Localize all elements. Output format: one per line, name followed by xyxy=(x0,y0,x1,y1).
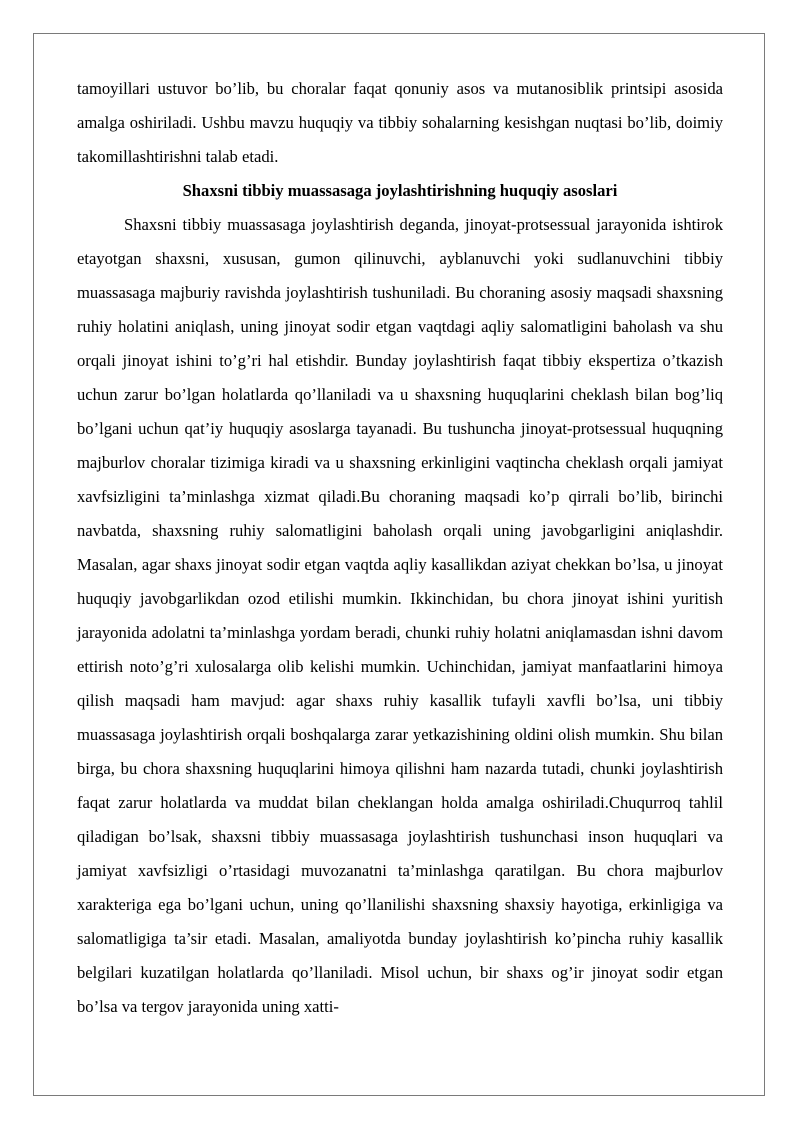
section-heading: Shaxsni tibbiy muassasaga joylashtirishning huquqiy asoslari xyxy=(182,181,618,200)
continuation-paragraph: tamoyillari ustuvor bo’lib, bu choralar faqat qonuniy asos va mutanosiblik printsipi asosida amalga oshiriladi. Ushbu mavzu huquqiy va tibbiy sohalarning kesishgan nuqtasi bo’lib, doimiy takomillashtirishni talab etadi. xyxy=(77,79,723,166)
document-body xyxy=(77,72,723,1024)
body-paragraph: Shaxsni tibbiy muassasaga joylashtirish deganda, jinoyat-protsessual jarayonida ishtirok etayotgan shaxsni, xususan, gumon qilinuvchi, ayblanuvchi yoki sudlanuvchini tibbiy muassasaga majburiy ravishda joylashtirish tushuniladi. Bu choraning asosiy maqsadi shaxsning ruhiy holatini aniqlash, uning jinoyat sodir etgan vaqtdagi aqliy salomatligini baholash va shu orqali jinoyat ishini to’g’ri hal etishdir. Bunday joylashtirish faqat tibbiy ekspertiza o’tkazish uchun zarur bo’lgan holatlarda qo’llaniladi va u shaxsning huquqlarini cheklash bilan bog’liq bo’lgani uchun qat’iy huquqiy asoslarga tayanadi. Bu tushuncha jinoyat-protsessual huquqning majburlov choralar tizimiga kiradi va u shaxsning erkinligini vaqtincha cheklash orqali jamiyat xavfsizligini ta’minlashga xizmat qiladi.Bu choraning maqsadi ko’p qirrali bo’lib, birinchi navbatda, shaxsning ruhiy salomatligini baholash orqali uning javobgarligini aniqlashdir. Masalan, agar shaxs jinoyat sodir etgan vaqtda aqliy kasallikdan aziyat chekkan bo’lsa, u jinoyat huquqiy javobgarlikdan ozod etilishi mumkin. Ikkinchidan, bu chora jinoyat ishini yuritish jarayonida adolatni ta’minlashga yordam beradi, chunki ruhiy holatni aniqlamasdan ishni davom ettirish noto’g’ri xulosalarga olib kelishi mumkin. Uchinchidan, jamiyat manfaatlarini himoya qilish maqsadi ham mavjud: agar shaxs ruhiy kasallik tufayli xavfli bo’lsa, uni tibbiy muassasaga joylashtirish orqali boshqalarga zarar yetkazishining oldini olish mumkin. Shu bilan birga, bu chora shaxsning huquqlarini himoya qilishni ham nazarda tutadi, chunki joylashtirish faqat zarur holatlarda va muddat bilan cheklangan holda amalga oshiriladi.Chuqurroq tahlil qiladigan bo’lsak, shaxsni tibbiy muassasaga joylashtirish tushunchasi inson huquqlari va jamiyat xavfsizligi o’rtasidagi muvozanatni ta’minlashga qaratilgan. Bu chora majburlov xarakteriga ega bo’lgani uchun, uning qo’llanilishi shaxsning shaxsiy hayotiga, erkinligiga va salomatligiga ta’sir etadi. Masalan, amaliyotda bunday joylashtirish ko’pincha ruhiy kasallik belgilari kuzatilgan holatlarda qo’llaniladi. Misol uchun, bir shaxs og’ir jinoyat sodir etgan bo’lsa va tergov jarayonida uning xatti- xyxy=(77,215,723,1016)
